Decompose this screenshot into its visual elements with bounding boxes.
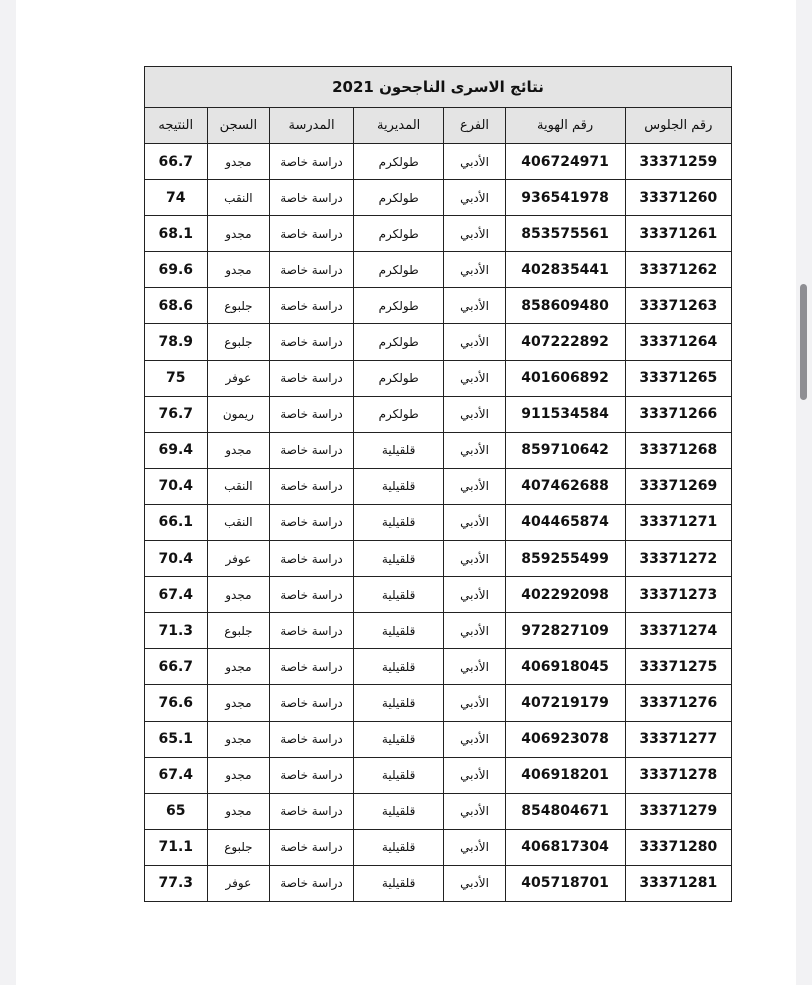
- school-cell: دراسة خاصة: [270, 504, 354, 540]
- seat-number-cell: 33371261: [625, 216, 731, 252]
- result-cell: 67.4: [145, 577, 208, 613]
- prison-cell: عوفر: [207, 541, 270, 577]
- table-row: [145, 793, 732, 829]
- school-cell: دراسة خاصة: [270, 396, 354, 432]
- prison-cell: مجدو: [207, 252, 270, 288]
- school-cell: دراسة خاصة: [270, 649, 354, 685]
- id-number-cell: 936541978: [505, 180, 625, 216]
- id-number-cell: 402835441: [505, 252, 625, 288]
- branch-cell: الأدبي: [444, 216, 505, 252]
- vertical-scrollbar[interactable]: [800, 284, 807, 400]
- prison-cell: مجدو: [207, 432, 270, 468]
- directorate-cell: طولكرم: [353, 252, 444, 288]
- school-cell: دراسة خاصة: [270, 829, 354, 865]
- directorate-cell: قلقيلية: [353, 829, 444, 865]
- seat-number-cell: 33371276: [625, 685, 731, 721]
- id-number-cell: 406923078: [505, 721, 625, 757]
- seat-number-cell: 33371280: [625, 829, 731, 865]
- prison-cell: مجدو: [207, 757, 270, 793]
- branch-cell: الأدبي: [444, 144, 505, 180]
- seat-number-cell: 33371273: [625, 577, 731, 613]
- branch-cell: الأدبي: [444, 577, 505, 613]
- directorate-cell: قلقيلية: [353, 504, 444, 540]
- directorate-cell: طولكرم: [353, 288, 444, 324]
- seat-number-cell: 33371271: [625, 504, 731, 540]
- id-number-cell: 402292098: [505, 577, 625, 613]
- header-row: [145, 108, 732, 144]
- directorate-cell: طولكرم: [353, 396, 444, 432]
- school-cell: دراسة خاصة: [270, 793, 354, 829]
- prison-cell: مجدو: [207, 577, 270, 613]
- school-cell: دراسة خاصة: [270, 865, 354, 901]
- table-row: [145, 144, 732, 180]
- seat-number-cell: 33371268: [625, 432, 731, 468]
- id-number-cell: 858609480: [505, 288, 625, 324]
- prison-cell: جلبوع: [207, 613, 270, 649]
- id-number-cell: 406918201: [505, 757, 625, 793]
- directorate-cell: قلقيلية: [353, 468, 444, 504]
- result-cell: 76.7: [145, 396, 208, 432]
- directorate-cell: قلقيلية: [353, 432, 444, 468]
- id-number-cell: 911534584: [505, 396, 625, 432]
- directorate-cell: قلقيلية: [353, 577, 444, 613]
- column-header-branch: الفرع: [444, 108, 505, 144]
- seat-number-cell: 33371279: [625, 793, 731, 829]
- seat-number-cell: 33371275: [625, 649, 731, 685]
- table-row: [145, 865, 732, 901]
- id-number-cell: 853575561: [505, 216, 625, 252]
- result-cell: 68.6: [145, 288, 208, 324]
- school-cell: دراسة خاصة: [270, 613, 354, 649]
- seat-number-cell: 33371272: [625, 541, 731, 577]
- directorate-cell: طولكرم: [353, 216, 444, 252]
- column-header-result: النتيجه: [145, 108, 208, 144]
- branch-cell: الأدبي: [444, 649, 505, 685]
- prison-cell: جلبوع: [207, 324, 270, 360]
- table-row: [145, 757, 732, 793]
- seat-number-cell: 33371266: [625, 396, 731, 432]
- school-cell: دراسة خاصة: [270, 216, 354, 252]
- prison-cell: جلبوع: [207, 829, 270, 865]
- school-cell: دراسة خاصة: [270, 757, 354, 793]
- result-cell: 67.4: [145, 757, 208, 793]
- branch-cell: الأدبي: [444, 757, 505, 793]
- directorate-cell: طولكرم: [353, 144, 444, 180]
- directorate-cell: طولكرم: [353, 180, 444, 216]
- branch-cell: الأدبي: [444, 541, 505, 577]
- id-number-cell: 406817304: [505, 829, 625, 865]
- prison-cell: النقب: [207, 504, 270, 540]
- id-number-cell: 407222892: [505, 324, 625, 360]
- id-number-cell: 407219179: [505, 685, 625, 721]
- seat-number-cell: 33371269: [625, 468, 731, 504]
- prison-cell: جلبوع: [207, 288, 270, 324]
- seat-number-cell: 33371259: [625, 144, 731, 180]
- seat-number-cell: 33371262: [625, 252, 731, 288]
- result-cell: 71.1: [145, 829, 208, 865]
- school-cell: دراسة خاصة: [270, 360, 354, 396]
- id-number-cell: 406724971: [505, 144, 625, 180]
- prison-cell: عوفر: [207, 360, 270, 396]
- result-cell: 70.4: [145, 468, 208, 504]
- directorate-cell: قلقيلية: [353, 613, 444, 649]
- id-number-cell: 972827109: [505, 613, 625, 649]
- prison-cell: عوفر: [207, 865, 270, 901]
- directorate-cell: قلقيلية: [353, 541, 444, 577]
- table-row: [145, 577, 732, 613]
- table-row: [145, 613, 732, 649]
- school-cell: دراسة خاصة: [270, 288, 354, 324]
- prison-cell: النقب: [207, 468, 270, 504]
- directorate-cell: قلقيلية: [353, 721, 444, 757]
- result-cell: 71.3: [145, 613, 208, 649]
- branch-cell: الأدبي: [444, 396, 505, 432]
- table-row: [145, 685, 732, 721]
- id-number-cell: 859255499: [505, 541, 625, 577]
- column-header-seat-number: رقم الجلوس: [625, 108, 731, 144]
- school-cell: دراسة خاصة: [270, 541, 354, 577]
- branch-cell: الأدبي: [444, 468, 505, 504]
- table-row: [145, 504, 732, 540]
- directorate-cell: طولكرم: [353, 324, 444, 360]
- column-header-id-number: رقم الهوية: [505, 108, 625, 144]
- prison-cell: النقب: [207, 180, 270, 216]
- id-number-cell: 405718701: [505, 865, 625, 901]
- id-number-cell: 401606892: [505, 360, 625, 396]
- branch-cell: الأدبي: [444, 793, 505, 829]
- branch-cell: الأدبي: [444, 180, 505, 216]
- seat-number-cell: 33371281: [625, 865, 731, 901]
- seat-number-cell: 33371278: [625, 757, 731, 793]
- table-title: نتائج الاسرى الناجحون 2021: [145, 67, 732, 108]
- school-cell: دراسة خاصة: [270, 685, 354, 721]
- result-cell: 70.4: [145, 541, 208, 577]
- school-cell: دراسة خاصة: [270, 432, 354, 468]
- id-number-cell: 859710642: [505, 432, 625, 468]
- prison-cell: مجدو: [207, 144, 270, 180]
- result-cell: 75: [145, 360, 208, 396]
- school-cell: دراسة خاصة: [270, 577, 354, 613]
- directorate-cell: قلقيلية: [353, 793, 444, 829]
- table-row: [145, 468, 732, 504]
- branch-cell: الأدبي: [444, 685, 505, 721]
- branch-cell: الأدبي: [444, 504, 505, 540]
- result-cell: 68.1: [145, 216, 208, 252]
- prison-cell: مجدو: [207, 793, 270, 829]
- prison-cell: مجدو: [207, 721, 270, 757]
- table-row: [145, 396, 732, 432]
- result-cell: 74: [145, 180, 208, 216]
- table-row: [145, 324, 732, 360]
- table-row: [145, 541, 732, 577]
- seat-number-cell: 33371263: [625, 288, 731, 324]
- seat-number-cell: 33371264: [625, 324, 731, 360]
- id-number-cell: 854804671: [505, 793, 625, 829]
- school-cell: دراسة خاصة: [270, 144, 354, 180]
- school-cell: دراسة خاصة: [270, 468, 354, 504]
- school-cell: دراسة خاصة: [270, 721, 354, 757]
- table-row: [145, 360, 732, 396]
- id-number-cell: 406918045: [505, 649, 625, 685]
- seat-number-cell: 33371265: [625, 360, 731, 396]
- branch-cell: الأدبي: [444, 865, 505, 901]
- directorate-cell: قلقيلية: [353, 865, 444, 901]
- prison-cell: مجدو: [207, 649, 270, 685]
- directorate-cell: طولكرم: [353, 360, 444, 396]
- result-cell: 65: [145, 793, 208, 829]
- school-cell: دراسة خاصة: [270, 252, 354, 288]
- seat-number-cell: 33371260: [625, 180, 731, 216]
- branch-cell: الأدبي: [444, 252, 505, 288]
- table-row: [145, 721, 732, 757]
- directorate-cell: قلقيلية: [353, 649, 444, 685]
- result-cell: 78.9: [145, 324, 208, 360]
- branch-cell: الأدبي: [444, 324, 505, 360]
- seat-number-cell: 33371274: [625, 613, 731, 649]
- column-header-prison: السجن: [207, 108, 270, 144]
- result-cell: 66.7: [145, 649, 208, 685]
- column-header-school: المدرسة: [270, 108, 354, 144]
- id-number-cell: 407462688: [505, 468, 625, 504]
- directorate-cell: قلقيلية: [353, 757, 444, 793]
- result-cell: 77.3: [145, 865, 208, 901]
- table-row: [145, 252, 732, 288]
- branch-cell: الأدبي: [444, 288, 505, 324]
- result-cell: 66.1: [145, 504, 208, 540]
- branch-cell: الأدبي: [444, 432, 505, 468]
- branch-cell: الأدبي: [444, 613, 505, 649]
- column-header-directorate: المديرية: [353, 108, 444, 144]
- directorate-cell: قلقيلية: [353, 685, 444, 721]
- prison-cell: مجدو: [207, 685, 270, 721]
- result-cell: 76.6: [145, 685, 208, 721]
- school-cell: دراسة خاصة: [270, 180, 354, 216]
- prison-cell: ريمون: [207, 396, 270, 432]
- id-number-cell: 404465874: [505, 504, 625, 540]
- table-row: [145, 180, 732, 216]
- branch-cell: الأدبي: [444, 829, 505, 865]
- table-row: [145, 649, 732, 685]
- seat-number-cell: 33371277: [625, 721, 731, 757]
- school-cell: دراسة خاصة: [270, 324, 354, 360]
- branch-cell: الأدبي: [444, 721, 505, 757]
- result-cell: 65.1: [145, 721, 208, 757]
- result-cell: 69.6: [145, 252, 208, 288]
- branch-cell: الأدبي: [444, 360, 505, 396]
- table-row: [145, 216, 732, 252]
- result-cell: 69.4: [145, 432, 208, 468]
- table-row: [145, 829, 732, 865]
- table-row: [145, 432, 732, 468]
- table-row: [145, 288, 732, 324]
- result-cell: 66.7: [145, 144, 208, 180]
- results-table: [144, 66, 732, 902]
- prison-cell: مجدو: [207, 216, 270, 252]
